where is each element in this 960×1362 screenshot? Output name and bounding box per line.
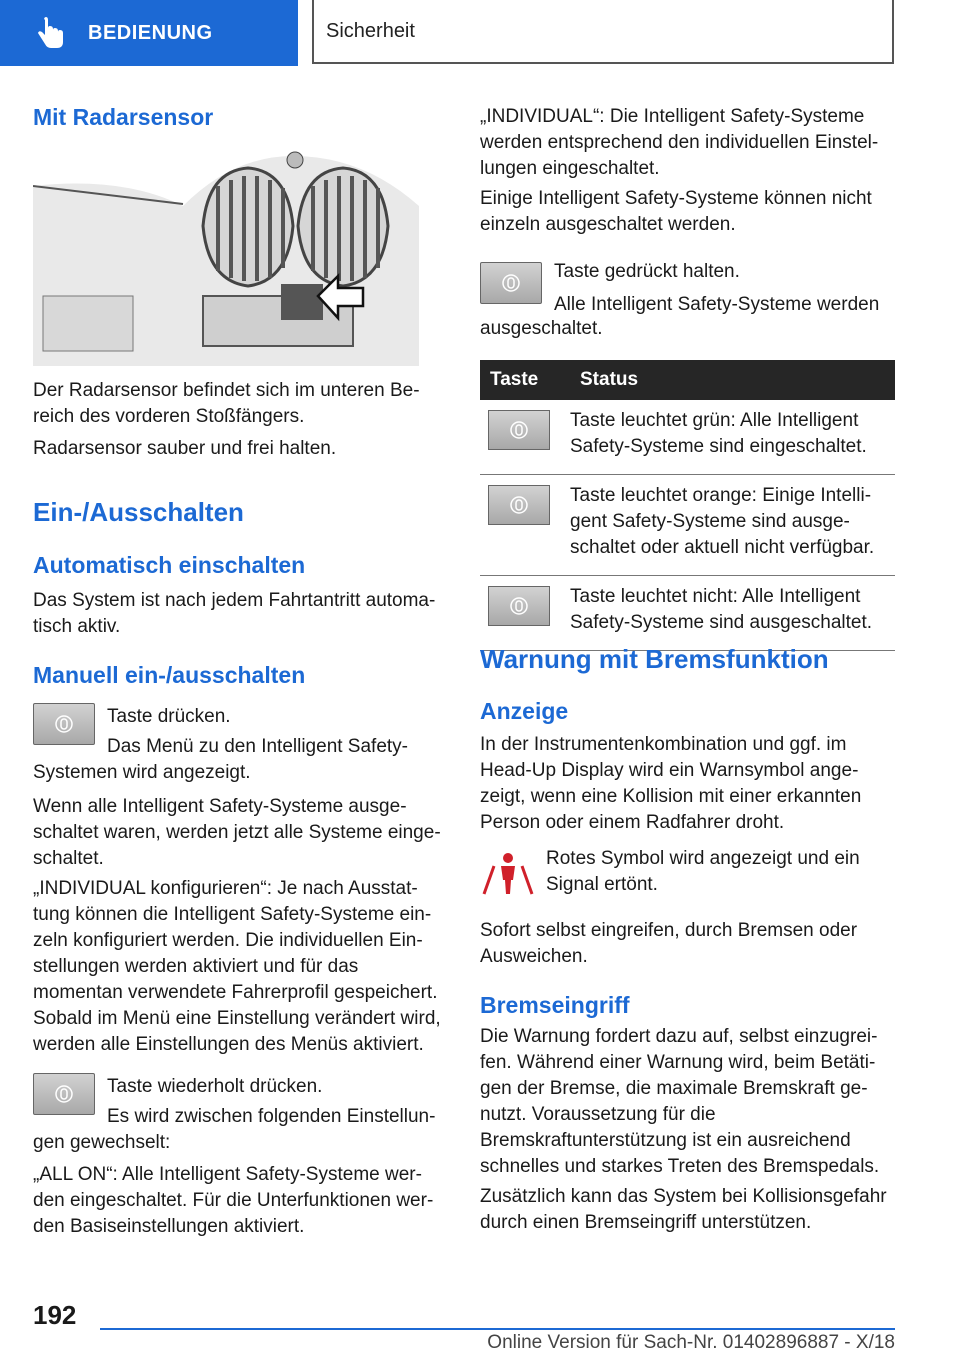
safety-button-icon-2 (33, 1073, 95, 1115)
einige-text: Einige Intelligent Safety-Systeme können nicht einzeln ausgeschaltet werden. (480, 188, 872, 235)
table-row (480, 400, 895, 475)
col-taste: Taste (480, 360, 570, 400)
wenn-text: Wenn alle Intelligent Safety-Systeme ausgeschaltet waren, werden jetzt alle Systeme eingeschaltet. (33, 796, 441, 869)
radar-sensor-illustration (33, 146, 419, 366)
page-number: 192 (33, 1300, 77, 1330)
bremse-text: Die Warnung fordert dazu auf, selbst einzugreifen. Während einer Warnung wird, beim Betätigen der Bremse, die maximale Bremskraft genutzt. Voraussetzung für die Bremskraftunterstützung ist ein ausreichend schnelles und starkes Treten des Bremspedals. (480, 1026, 880, 1177)
btn1-text-3: Systemen wird angezeigt. (33, 762, 251, 783)
status-table (480, 360, 895, 651)
radar-text-2: Radarsensor sauber und frei halten. (33, 438, 337, 459)
btn3-text-3: ausgeschaltet. (480, 318, 603, 339)
individual-config-text: „INDIVIDUAL konfigurieren“: Je nach Ausstattung können die Intelligent Safety-Systeme einzeln konfiguriert werden. Die individuellen Einstellungen werden aktiviert und für das momentan verwendete Fahrerprofil gespeichert. Sobald im Menü eine Einstellung verändert wird, werden alle Einstellungen des Menüs aktiviert. (33, 878, 441, 1055)
btn2-text-1: Taste wiederholt drücken. (107, 1076, 323, 1097)
button-off-icon (488, 586, 550, 626)
heading-anzeige: Anzeige (480, 698, 569, 724)
col-status: Status (570, 360, 895, 400)
heading-radar: Mit Radarsensor (33, 104, 214, 130)
button-orange-icon (488, 485, 550, 525)
btn1-text-1: Taste drücken. (107, 706, 231, 727)
heading-manuell: Manuell ein-/ausschalten (33, 662, 306, 688)
section-title (312, 0, 894, 64)
status-cell: Taste leuchtet grün: Alle Intelligent Safety-Systeme sind eingeschaltet. (570, 400, 895, 475)
individual-text: „INDIVIDUAL“: Die Intelligent Safety-Systeme werden entsprechend den individuellen Einstellungen eingeschaltet. (480, 106, 879, 179)
hand-pointer-icon (36, 16, 66, 50)
safety-button-icon (33, 703, 95, 745)
heading-warnung: Warnung mit Bremsfunktion (480, 644, 829, 674)
symbol-text: Rotes Symbol wird angezeigt und ein Signal ertönt. (546, 848, 860, 895)
heading-bremse: Bremseingriff (480, 992, 630, 1018)
status-cell: Taste leuchtet orange: Einige Intelligent Safety-Systeme sind ausgeschaltet oder aktuell nicht verfügbar. (570, 475, 895, 576)
radar-text-1: Der Radarsensor befindet sich im unteren Bereich des vorderen Stoßfängers. (33, 380, 420, 427)
heading-ein-aus: Ein-/Ausschalten (33, 497, 244, 527)
section-label: Sicherheit (326, 19, 415, 42)
footer-version: Online Version für Sach-Nr. 01402896887 - X/18 (487, 1332, 895, 1353)
footer-divider (100, 1328, 895, 1330)
table-row (480, 475, 895, 576)
safety-button-icon-3 (480, 262, 542, 304)
anzeige-text: In der Instrumentenkombination und ggf. im Head-Up Display wird ein Warnsymbol angezeigt, wenn eine Kollision mit einer erkannten Person oder einem Radfahrer droht. (480, 734, 862, 833)
btn2-text-3: gen gewechselt: (33, 1132, 171, 1153)
table-header-row (480, 360, 895, 400)
chapter-label: BEDIENUNG (88, 21, 213, 44)
btn3-text-1: Taste gedrückt halten. (554, 261, 740, 282)
btn2-text-2: Es wird zwischen folgenden Einstellun- (107, 1106, 436, 1127)
sofort-text: Sofort selbst eingreifen, durch Bremsen oder Ausweichen. (480, 920, 858, 967)
btn1-text-2: Das Menü zu den Intelligent Safety- (107, 736, 409, 757)
chapter-tab (0, 0, 298, 66)
status-cell: Taste leuchtet nicht: Alle Intelligent Safety-Systeme sind ausgeschaltet. (570, 576, 895, 651)
btn3-text-2: Alle Intelligent Safety-Systeme werden (554, 294, 880, 315)
zusatz-text: Zusätzlich kann das System bei Kollisionsgefahr durch einen Bremseingriff unterstützen. (480, 1186, 887, 1233)
heading-auto: Automatisch einschalten (33, 552, 306, 578)
table-row (480, 576, 895, 651)
allon-text: „ALL ON“: Alle Intelligent Safety-Systeme werden eingeschaltet. Für die Unterfunktionen werden Basiseinstellungen aktiviert. (33, 1164, 434, 1237)
auto-text: Das System ist nach jedem Fahrtantritt automatisch aktiv. (33, 590, 436, 637)
button-green-icon (488, 410, 550, 450)
pedestrian-warning-icon (480, 848, 536, 898)
